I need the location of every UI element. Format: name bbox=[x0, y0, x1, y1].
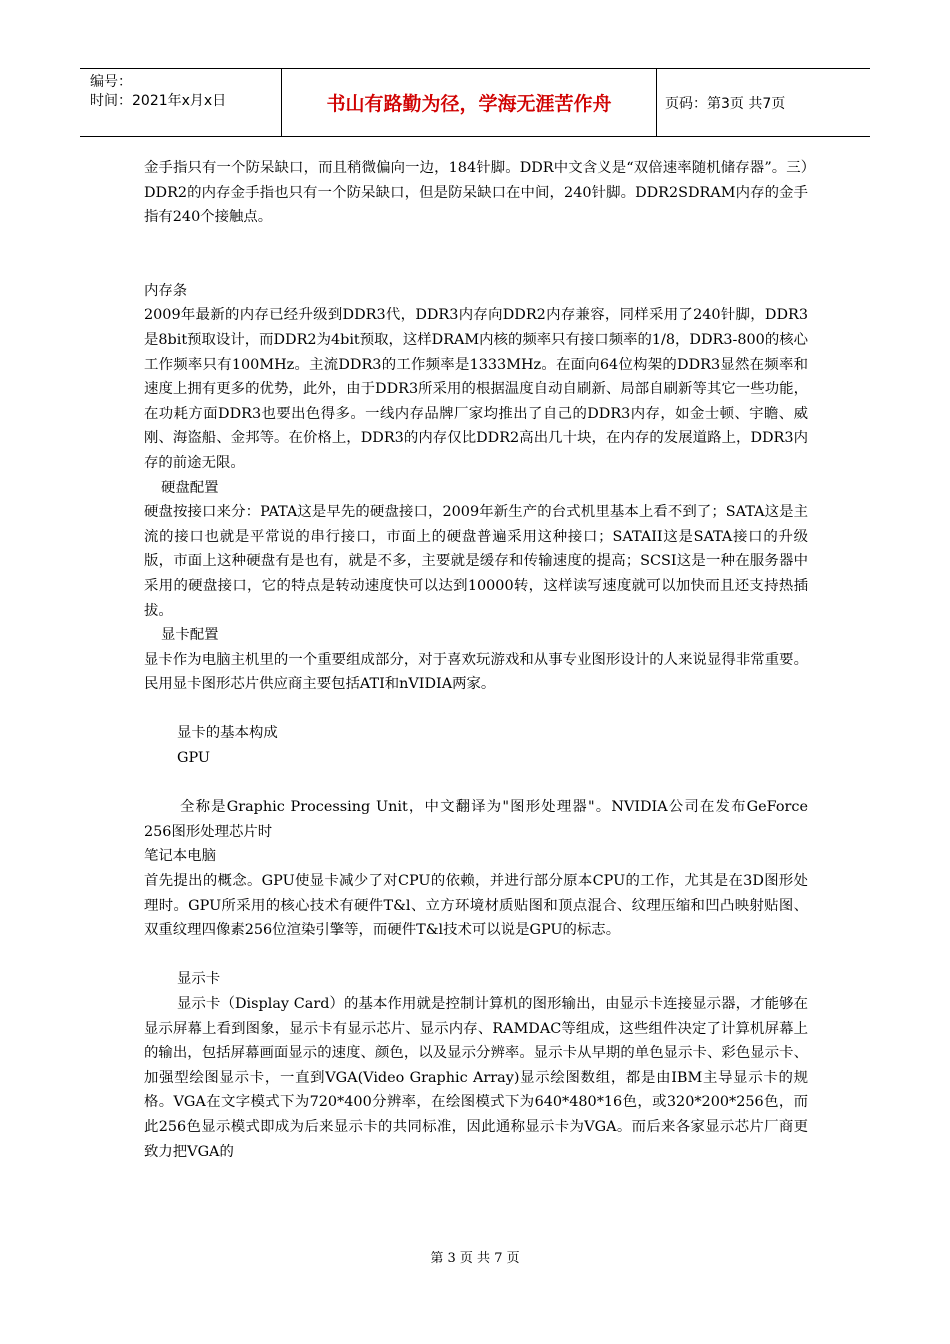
header-meta bbox=[80, 69, 282, 136]
header-motto: 书山有路勤为径，学海无涯苦作舟 bbox=[282, 69, 657, 136]
page-footer: 第 3 页 共 7 页 bbox=[430, 1251, 520, 1266]
paragraph-ddr: 金手指只有一个防呆缺口，而且稍微偏向一边，184针脚。DDR中文含义是“双倍速率随机储存器”。三）DDR2的内存金手指也只有一个防呆缺口，但是防呆缺口在中间，240针脚。DDR2SDRAM内存的金手指有240个接触点。 bbox=[144, 160, 808, 226]
heading-display-card: 显示卡 bbox=[177, 971, 221, 988]
paragraph-gpu-intro: 全称是Graphic Processing Unit，中文翻译为"图形处理器"。NVIDIA公司在发布GeForce 256图形处理芯片时 bbox=[144, 799, 808, 840]
paragraph-gpu-config: 显卡作为电脑主机里的一个重要组成部分，对于喜欢玩游戏和从事专业图形设计的人来说显得非常重要。民用显卡图形芯片供应商主要包括ATI和nVIDIA两家。 bbox=[144, 651, 808, 693]
heading-laptop: 笔记本电脑 bbox=[144, 848, 216, 865]
page-header bbox=[80, 68, 870, 137]
heading-gpu: GPU bbox=[177, 750, 211, 767]
paragraph-memory: 2009年最新的内存已经升级到DDR3代，DDR3内存向DDR2内存兼容，同样采用了240针脚，DDR3是8bit预取设计，而DDR2为4bit预取，这样DRAM内核的频率只有接口频率的1/8，DDR3-800的核心工作频率只有100MHz。主流DDR3的工作频率是1333MHz。在面向64位构架的DDR3显然在频率和速度上拥有更多的优势，此外，由于DDR3所采用的根据温度自动自刷新、局部自刷新等其它一些功能，在功耗方面DDR3也要出色得多。一线内存品牌厂家均推出了自己的DDR3内存，如金士顿、宇瞻、威刚、海盗船、金邦等。在价格上，DDR3的内存仅比DDR2高出几十块，在内存的发展道路上，DDR3内存的前途无限。 bbox=[144, 307, 808, 471]
paragraph-gpu-detail: 首先提出的概念。GPU使显卡减少了对CPU的依赖，并进行部分原本CPU的工作，尤其是在3D图形处理时。GPU所采用的核心技术有硬件T&l、立方环境材质贴图和顶点混合、纹理压缩和凹凸映射贴图、双重纹理四像素256位渲染引擎等，而硬件T&l技术可以说是GPU的标志。 bbox=[144, 873, 808, 939]
header-page-info: 页码：第3页 共7页 bbox=[665, 95, 786, 112]
number-label: 编号： bbox=[90, 74, 132, 90]
time-label: 时间：2021年x月x日 bbox=[90, 93, 227, 109]
document-body bbox=[144, 156, 808, 1164]
heading-basic-structure: 显卡的基本构成 bbox=[177, 725, 278, 742]
heading-gpu-config: 显卡配置 bbox=[161, 627, 219, 644]
heading-hdd: 硬盘配置 bbox=[161, 479, 219, 496]
heading-memory: 内存条 bbox=[144, 282, 188, 299]
paragraph-hdd: 硬盘按接口来分：PATA这是早先的硬盘接口，2009年新生产的台式机里基本上看不到了；SATA这是主流的接口也就是平常说的串行接口，市面上的硬盘普遍采用这种接口；SATAII这是SATA接口的升级版，市面上这种硬盘有是也有，就是不多，主要就是缓存和传输速度的提高；SCSI这是一种在服务器中采用的硬盘接口，它的特点是转动速度快可以达到10000转，这样读写速度就可以加快而且还支持热插拔。 bbox=[144, 504, 808, 619]
paragraph-display-card: 显示卡（Display Card）的基本作用就是控制计算机的图形输出，由显示卡连接显示器，才能够在显示屏幕上看到图象，显示卡有显示芯片、显示内存、RAMDAC等组成，这些组件决定了计算机屏幕上的输出，包括屏幕画面显示的速度、颜色，以及显示分辨率。显示卡从早期的单色显示卡、彩色显示卡、加强型绘图显示卡，一直到VGA(Video Graphic Array)显示绘图数组，都是由IBM主导显示卡的规格。VGA在文字模式下为720*400分辨率，在绘图模式下为640*480*16色，或320*200*256色，而此256色显示模式即成为后来显示卡的共同标准，因此通称显示卡为VGA。而后来各家显示芯片厂商更致力把VGA的 bbox=[144, 996, 808, 1160]
